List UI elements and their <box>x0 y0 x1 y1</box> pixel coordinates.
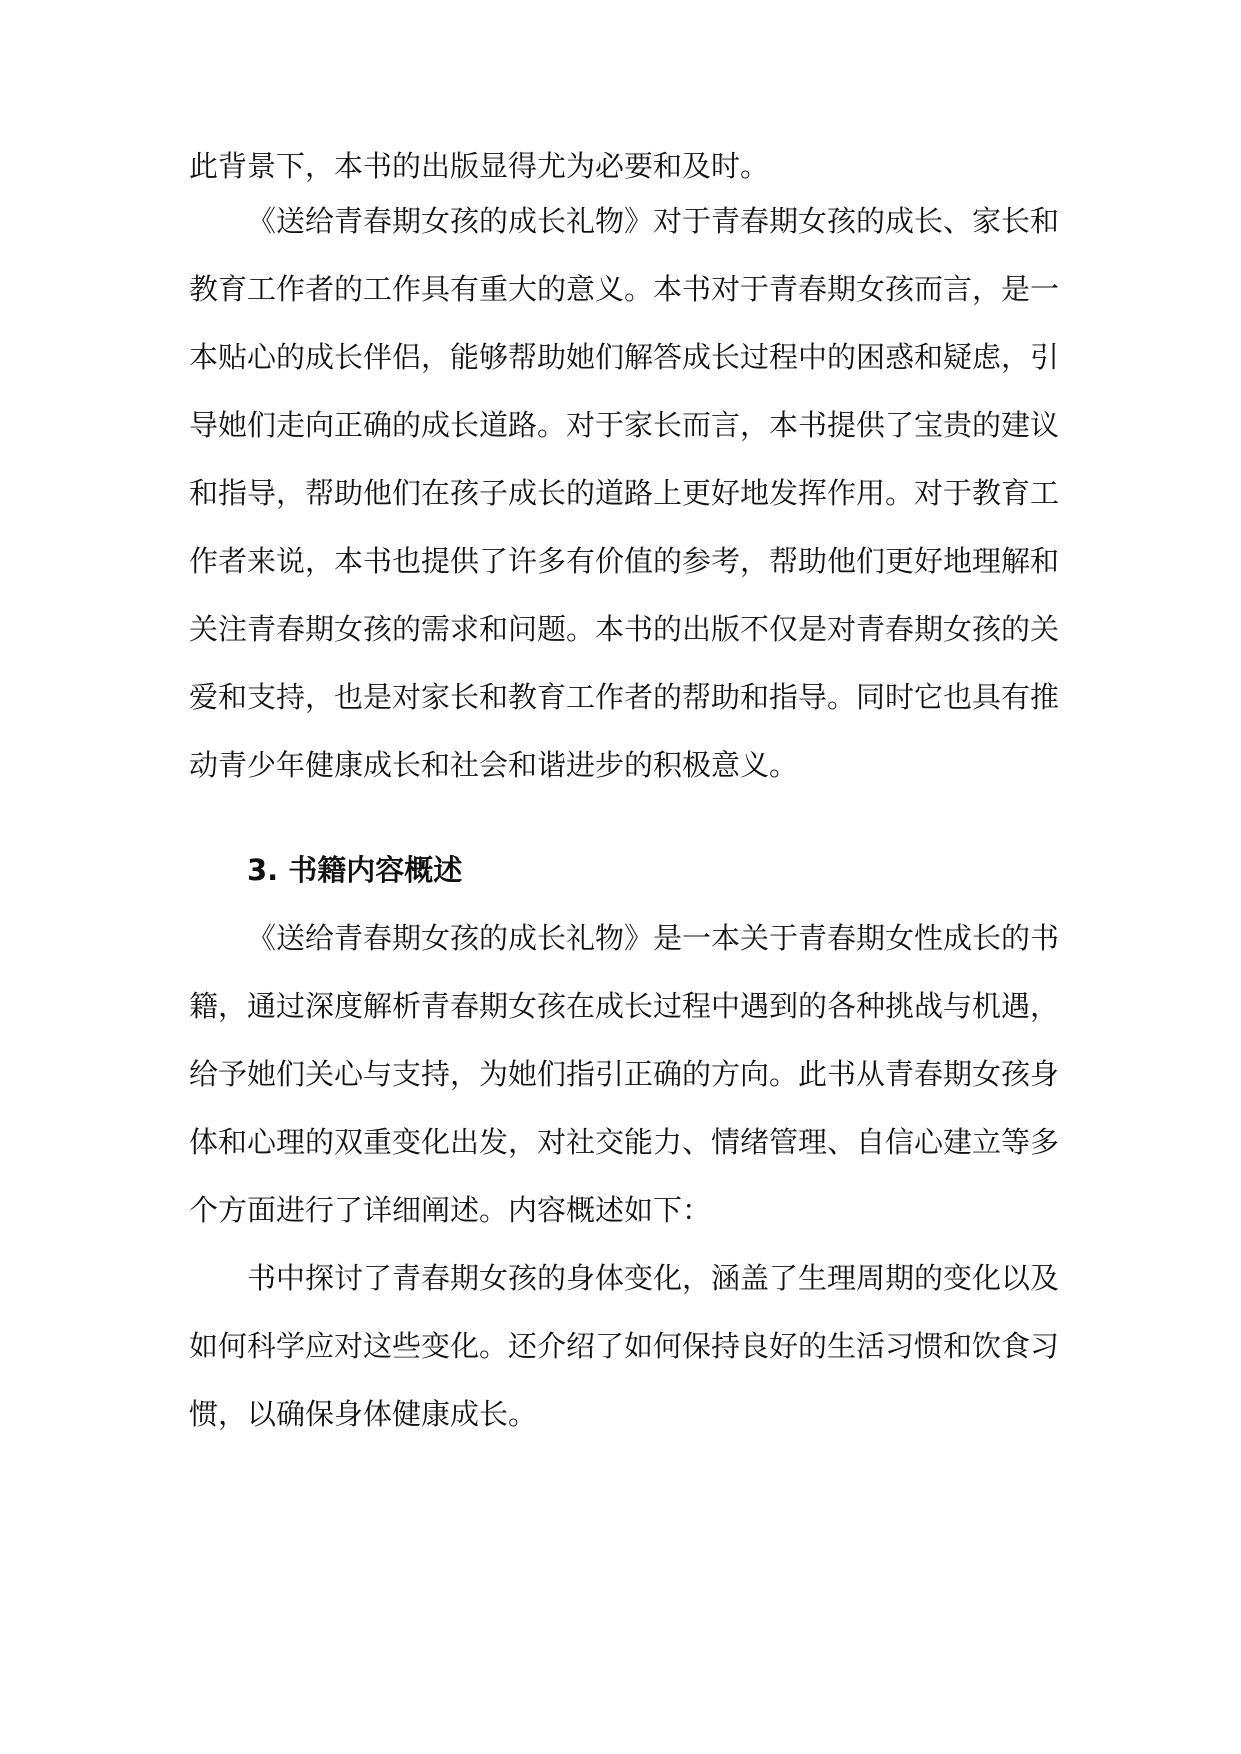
paragraph-4-line-1: 书中探讨了青春期女孩的身体变化，涵盖了生理周期的变化以及 <box>247 1261 1060 1295</box>
paragraph-4-line-3: 惯，以确保身体健康成长。 <box>189 1397 538 1431</box>
paragraph-3-line-2: 籍，通过深度解析青春期女孩在成长过程中遇到的各种挑战与机遇， <box>189 989 1060 1023</box>
paragraph-2-line-3: 本贴心的成长伴侣，能够帮助她们解答成长过程中的困惑和疑虑，引 <box>189 340 1060 374</box>
paragraph-2-line-6: 作者来说，本书也提供了许多有价值的参考，帮助他们更好地理解和 <box>189 544 1060 578</box>
paragraph-1-line-1: 此背景下，本书的出版显得尤为必要和及时。 <box>189 149 770 183</box>
paragraph-2-line-8: 爱和支持，也是对家长和教育工作者的帮助和指导。同时它也具有推 <box>189 680 1060 714</box>
paragraph-2-line-9: 动青少年健康成长和社会和谐进步的积极意义。 <box>189 748 799 782</box>
section-heading: 3. 书籍内容概述 <box>247 853 463 887</box>
paragraph-2-line-5: 和指导，帮助他们在孩子成长的道路上更好地发挥作用。对于教育工 <box>189 476 1060 510</box>
paragraph-4-line-2: 如何科学应对这些变化。还介绍了如何保持良好的生活习惯和饮食习 <box>189 1329 1060 1363</box>
paragraph-3-line-4: 体和心理的双重变化出发，对社交能力、情绪管理、自信心建立等多 <box>189 1125 1060 1159</box>
paragraph-3-line-3: 给予她们关心与支持，为她们指引正确的方向。此书从青春期女孩身 <box>189 1057 1060 1091</box>
paragraph-2-line-1: 《送给青春期女孩的成长礼物》对于青春期女孩的成长、家长和 <box>247 204 1060 238</box>
paragraph-3-line-1: 《送给青春期女孩的成长礼物》是一本关于青春期女性成长的书 <box>247 921 1060 955</box>
paragraph-2-line-7: 关注青春期女孩的需求和问题。本书的出版不仅是对青春期女孩的关 <box>189 612 1060 646</box>
paragraph-3-line-5: 个方面进行了详细阐述。内容概述如下： <box>189 1193 712 1227</box>
paragraph-2-line-2: 教育工作者的工作具有重大的意义。本书对于青春期女孩而言，是一 <box>189 272 1060 306</box>
paragraph-2-line-4: 导她们走向正确的成长道路。对于家长而言，本书提供了宝贵的建议 <box>189 408 1060 442</box>
